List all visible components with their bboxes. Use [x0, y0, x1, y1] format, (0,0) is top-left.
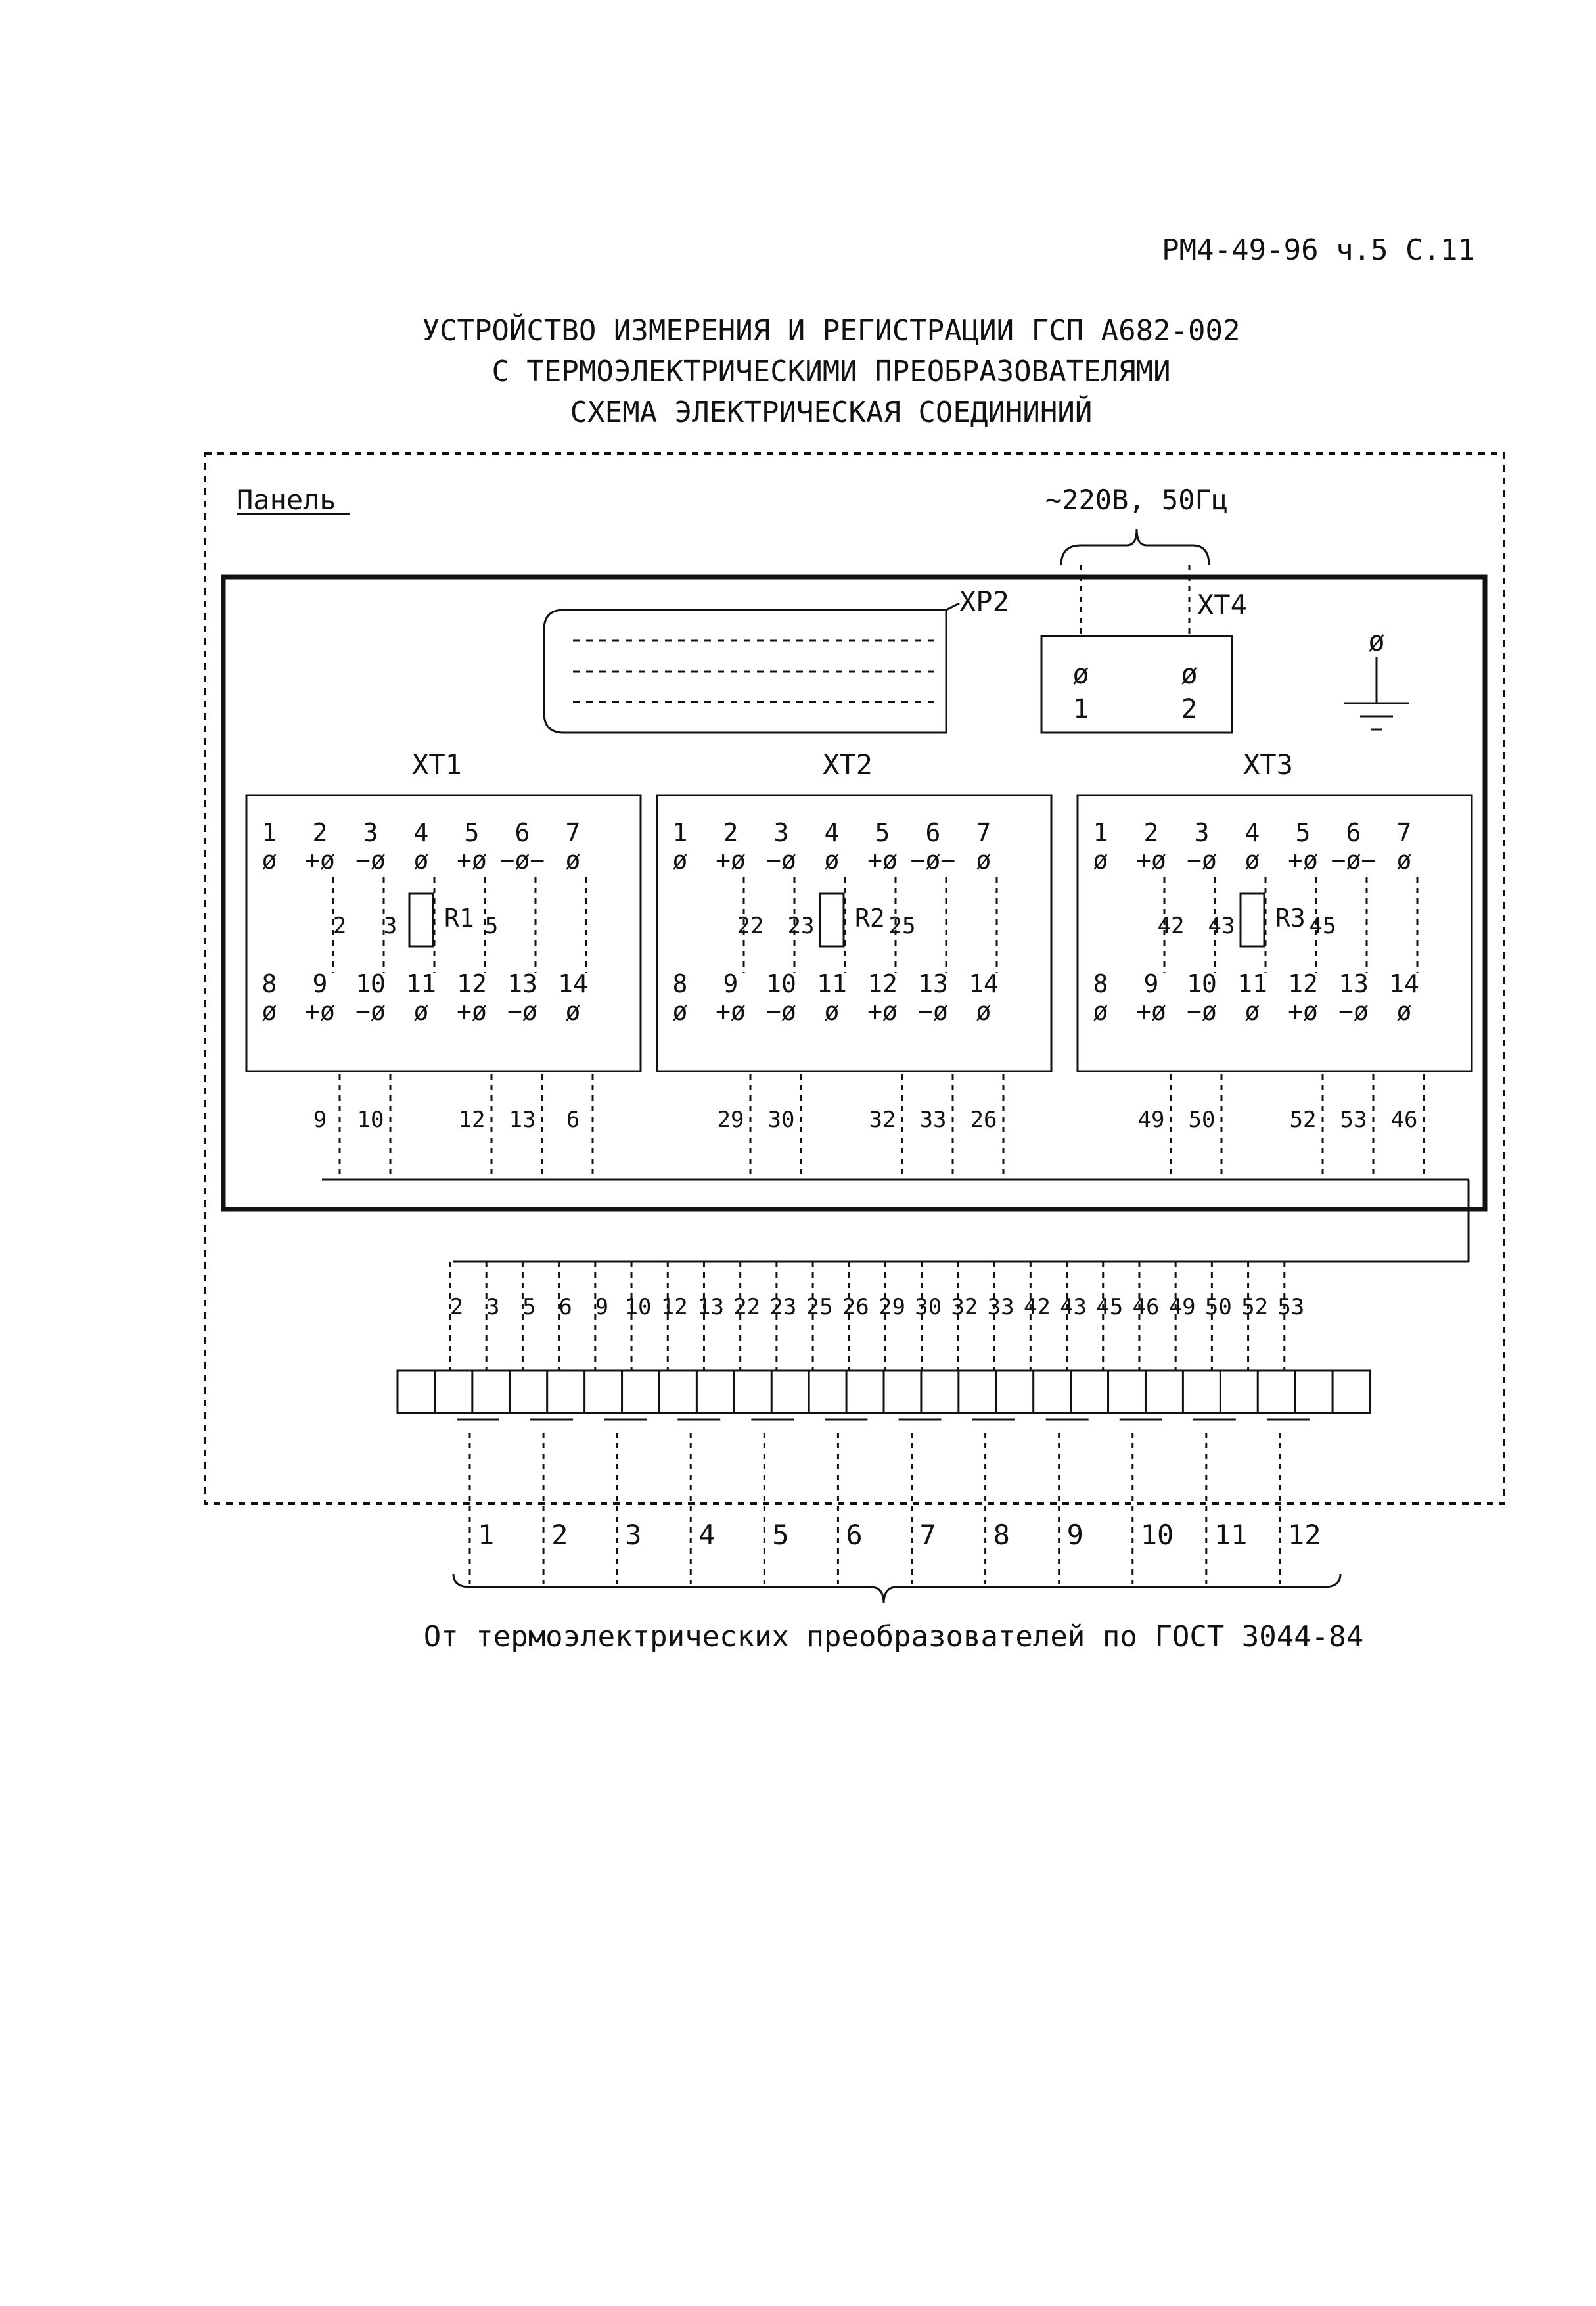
xt4-label: ХТ4	[1197, 589, 1247, 621]
resistor-label: R1	[444, 904, 474, 933]
terminal-top-symbol: ø	[565, 846, 581, 875]
terminal-top-number: 4	[1244, 818, 1260, 847]
wire-mark: 42	[1157, 913, 1185, 939]
terminal-bottom-symbol: −ø	[918, 997, 948, 1026]
harness-wire-mark: 33	[987, 1294, 1015, 1320]
harness-wire-mark: 9	[595, 1294, 609, 1320]
terminal-bottom-number: 8	[672, 969, 688, 998]
output-wire-mark: 13	[509, 1107, 536, 1133]
xp2-label: ХР2	[959, 586, 1009, 618]
terminal-top-number: 3	[773, 818, 789, 847]
terminal-top-symbol: +ø	[1288, 846, 1318, 875]
output-wire-mark: 30	[767, 1107, 795, 1133]
terminal-top-number: 7	[565, 818, 581, 847]
terminal-top-number: 5	[875, 818, 890, 847]
xt4-terminal-block	[1041, 636, 1232, 733]
input-number: 3	[625, 1519, 642, 1551]
input-number: 6	[846, 1519, 863, 1551]
terminal-top-symbol: −ø−	[910, 846, 956, 875]
terminal-top-symbol: −ø	[766, 846, 796, 875]
terminal-bottom-number: 9	[1143, 969, 1159, 998]
terminal-bottom-number: 10	[355, 969, 386, 998]
terminal-bottom-number: 11	[817, 969, 847, 998]
terminal-top-number: 3	[1194, 818, 1210, 847]
terminal-top-symbol: +ø	[867, 846, 898, 875]
title-line-1: УСТРОЙСТВО ИЗМЕРЕНИЯ И РЕГИСТРАЦИИ ГСП А682-002	[422, 314, 1241, 348]
terminal-bottom-number: 11	[1237, 969, 1267, 998]
xp2-leader	[946, 603, 959, 610]
terminal-bottom-symbol: −ø	[1187, 997, 1217, 1026]
output-wire-mark: 46	[1390, 1107, 1418, 1133]
panel-label: Панель	[237, 484, 336, 516]
terminal-bottom-symbol: ø	[1244, 997, 1260, 1026]
terminal-bottom-number: 13	[1338, 969, 1369, 998]
terminal-bottom-symbol: ø	[1093, 997, 1108, 1026]
harness-wire-mark: 2	[449, 1294, 464, 1320]
terminal-bottom-symbol: +ø	[305, 997, 335, 1026]
terminal-top-number: 4	[824, 818, 840, 847]
harness-wire-mark: 6	[559, 1294, 572, 1320]
harness-wire-mark: 12	[660, 1294, 688, 1320]
wire-mark: 45	[1309, 913, 1336, 939]
harness-wire-mark: 52	[1241, 1294, 1269, 1320]
output-wire-mark: 12	[458, 1107, 486, 1133]
power-brace	[1061, 529, 1209, 565]
wire-mark: 43	[1208, 913, 1235, 939]
terminal-bottom-symbol: ø	[262, 997, 277, 1026]
terminal-bottom-symbol: −ø	[1338, 997, 1369, 1026]
terminal-bottom-symbol: −ø	[507, 997, 537, 1026]
terminal-top-symbol: +ø	[1136, 846, 1166, 875]
terminal-block-xt1	[246, 749, 641, 1180]
harness-wire-mark: 26	[842, 1294, 869, 1320]
document-reference: РМ4-49-96 ч.5 С.11	[1162, 233, 1475, 267]
terminal-top-symbol: +ø	[457, 846, 487, 875]
harness-wire-mark: 32	[951, 1294, 978, 1320]
wire-mark: 23	[787, 913, 815, 939]
terminal-bottom-number: 14	[558, 969, 588, 998]
block-label: ХТ3	[1243, 749, 1293, 781]
harness-wire-mark: 46	[1132, 1294, 1160, 1320]
terminal-top-symbol: −ø	[355, 846, 386, 875]
input-number: 12	[1287, 1519, 1321, 1551]
resistor-label: R3	[1275, 904, 1306, 933]
terminal-top-number: 6	[925, 818, 941, 847]
harness-wire-mark: 23	[769, 1294, 797, 1320]
terminal-bottom-symbol: ø	[824, 997, 840, 1026]
xt4-terminal-2-symbol: ø	[1181, 658, 1198, 690]
terminal-bottom-number: 14	[969, 969, 999, 998]
terminal-top-symbol: ø	[824, 846, 840, 875]
terminal-top-number: 5	[464, 818, 480, 847]
input-number: 2	[551, 1519, 568, 1551]
input-number: 4	[698, 1519, 716, 1551]
terminal-bottom-symbol: +ø	[457, 997, 487, 1026]
terminal-top-symbol: ø	[672, 846, 688, 875]
inputs-brace	[453, 1574, 1340, 1603]
terminal-bottom-symbol: +ø	[867, 997, 898, 1026]
terminal-bottom-number: 10	[1187, 969, 1217, 998]
terminal-top-symbol: ø	[1244, 846, 1260, 875]
ground-terminal-symbol: ø	[1368, 625, 1385, 657]
terminal-top-symbol: −ø−	[1331, 846, 1377, 875]
terminal-bottom-number: 9	[723, 969, 739, 998]
output-wire-mark: 32	[869, 1107, 896, 1133]
output-wire-mark: 53	[1340, 1107, 1367, 1133]
title-line-3: СХЕМА ЭЛЕКТРИЧЕСКАЯ СОЕДИНИНИЙ	[570, 396, 1093, 429]
input-number: 11	[1214, 1519, 1248, 1551]
terminal-top-symbol: ø	[262, 846, 277, 875]
terminal-bottom-number: 12	[457, 969, 487, 998]
terminal-bottom-number: 13	[507, 969, 537, 998]
terminal-bottom-symbol: +ø	[1136, 997, 1166, 1026]
wire-mark: 22	[737, 913, 764, 939]
harness-wire-mark: 53	[1277, 1294, 1305, 1320]
xt4-terminal-2-number: 2	[1181, 694, 1198, 724]
terminal-bottom-symbol: ø	[413, 997, 429, 1026]
terminal-bottom-symbol: ø	[565, 997, 581, 1026]
terminal-bottom-symbol: −ø	[355, 997, 386, 1026]
terminal-top-symbol: +ø	[716, 846, 746, 875]
terminal-bottom-symbol: ø	[976, 997, 992, 1026]
input-number: 8	[993, 1519, 1010, 1551]
power-label: ~220В, 50Гц	[1045, 484, 1229, 516]
output-wire-mark: 29	[717, 1107, 744, 1133]
terminal-top-number: 1	[262, 818, 277, 847]
terminal-top-symbol: −ø	[1187, 846, 1217, 875]
terminal-top-number: 6	[514, 818, 530, 847]
terminal-bottom-symbol: −ø	[766, 997, 796, 1026]
terminal-bottom-number: 11	[406, 969, 436, 998]
terminal-top-number: 7	[976, 818, 992, 847]
terminal-bottom-number: 12	[1288, 969, 1318, 998]
resistor-label: R2	[855, 904, 885, 933]
output-wire-mark: 10	[357, 1107, 384, 1133]
block-label: ХТ1	[412, 749, 462, 781]
output-wire-mark: 9	[313, 1107, 327, 1133]
terminal-top-number: 7	[1396, 818, 1412, 847]
harness-wire-mark: 10	[624, 1294, 652, 1320]
block-outline	[246, 795, 641, 1071]
terminal-top-symbol: +ø	[305, 846, 335, 875]
terminal-bottom-number: 9	[312, 969, 328, 998]
resistor-body	[820, 894, 844, 946]
wire-mark: 5	[484, 913, 499, 939]
harness-wire-mark: 50	[1204, 1294, 1232, 1320]
terminal-top-symbol: ø	[1093, 846, 1108, 875]
harness-wire-mark: 25	[806, 1294, 833, 1320]
harness-wire-mark: 13	[696, 1294, 724, 1320]
output-wire-mark: 52	[1289, 1107, 1317, 1133]
harness-wire-mark: 5	[522, 1294, 536, 1320]
terminal-bottom-number: 13	[918, 969, 948, 998]
terminal-top-number: 2	[1143, 818, 1159, 847]
input-number: 1	[478, 1519, 495, 1551]
output-wire-mark: 26	[970, 1107, 997, 1133]
harness-wire-mark: 30	[915, 1294, 942, 1320]
resistor-body	[1241, 894, 1264, 946]
terminal-top-number: 6	[1346, 818, 1361, 847]
resistor-body	[409, 894, 433, 946]
output-wire-mark: 6	[566, 1107, 580, 1133]
xt4-terminal-1-symbol: ø	[1072, 658, 1089, 690]
terminal-bottom-symbol: ø	[672, 997, 688, 1026]
output-wire-mark: 49	[1137, 1107, 1165, 1133]
terminal-top-number: 1	[1093, 818, 1108, 847]
harness-wire-mark: 42	[1023, 1294, 1051, 1320]
terminal-bottom-number: 10	[766, 969, 796, 998]
harness-wire-mark: 22	[733, 1294, 761, 1320]
terminal-bottom-number: 12	[867, 969, 898, 998]
terminal-bottom-symbol: +ø	[1288, 997, 1318, 1026]
harness-wire-mark: 29	[878, 1294, 905, 1320]
terminal-bottom-number: 14	[1389, 969, 1419, 998]
wire-mark: 3	[383, 913, 398, 939]
terminal-top-number: 2	[312, 818, 328, 847]
wire-mark: 2	[332, 913, 347, 939]
input-number: 9	[1066, 1519, 1083, 1551]
footer-caption: От термоэлектрических преобразователей по ГОСТ 3044-84	[423, 1620, 1364, 1653]
terminal-top-number: 4	[413, 818, 429, 847]
terminal-top-symbol: ø	[413, 846, 429, 875]
wire-mark: 25	[888, 913, 916, 939]
block-outline	[1078, 795, 1472, 1071]
output-wire-mark: 33	[919, 1107, 947, 1133]
terminal-top-number: 3	[363, 818, 378, 847]
input-number: 7	[919, 1519, 936, 1551]
terminal-top-symbol: −ø−	[499, 846, 545, 875]
terminal-block-xt2	[657, 749, 1051, 1180]
harness-wire-mark: 3	[486, 1294, 500, 1320]
terminal-block-xt3	[1078, 749, 1472, 1180]
terminal-bottom-number: 8	[262, 969, 277, 998]
output-wire-mark: 50	[1188, 1107, 1216, 1133]
input-number: 5	[772, 1519, 789, 1551]
terminal-bottom-symbol: +ø	[716, 997, 746, 1026]
title-line-2: С ТЕРМОЭЛЕКТРИЧЕСКИМИ ПРЕОБРАЗОВАТЕЛЯМИ	[491, 355, 1171, 388]
harness-wire-mark: 43	[1060, 1294, 1087, 1320]
block-label: ХТ2	[823, 749, 873, 781]
terminal-top-number: 1	[672, 818, 688, 847]
xt4-terminal-1-number: 1	[1072, 694, 1089, 724]
harness-wire-mark: 45	[1096, 1294, 1124, 1320]
terminal-top-number: 2	[723, 818, 739, 847]
terminal-bottom-symbol: ø	[1396, 997, 1412, 1026]
terminal-top-symbol: ø	[1396, 846, 1412, 875]
terminal-top-number: 5	[1295, 818, 1311, 847]
block-outline	[657, 795, 1051, 1071]
terminal-top-symbol: ø	[976, 846, 992, 875]
harness-wire-mark: 49	[1168, 1294, 1196, 1320]
input-number: 10	[1140, 1519, 1174, 1551]
terminal-bottom-number: 8	[1093, 969, 1108, 998]
